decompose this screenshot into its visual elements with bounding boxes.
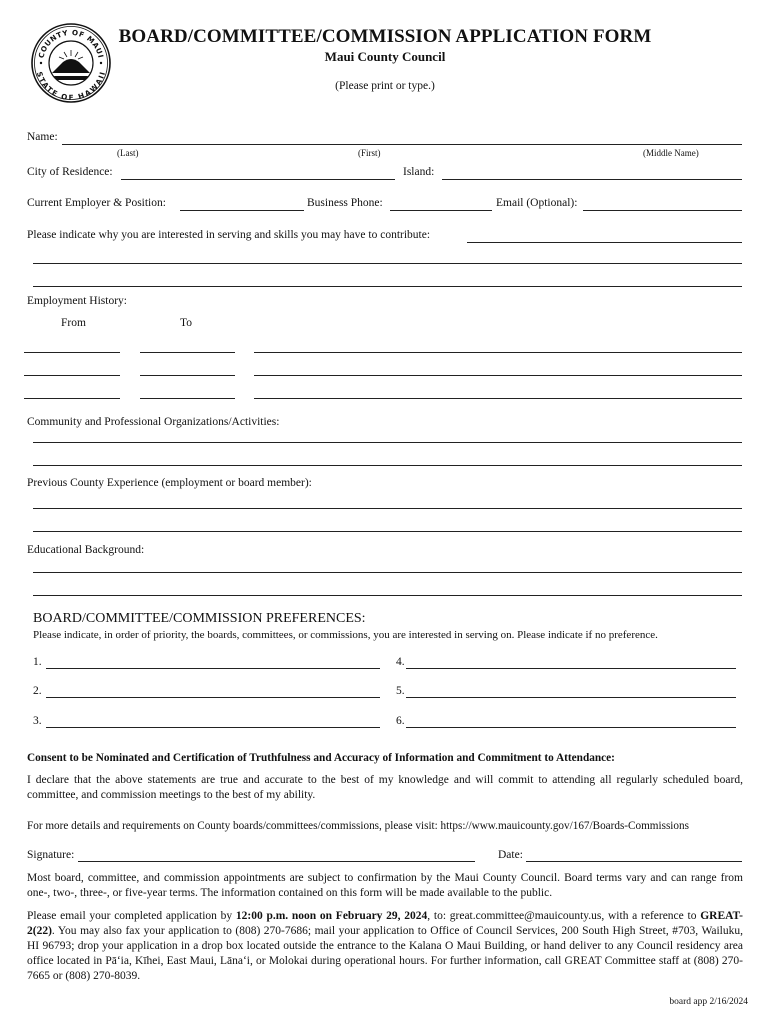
previous-experience-line[interactable] bbox=[33, 531, 742, 532]
name-last-caption: (Last) bbox=[117, 148, 139, 158]
confirmation-text: Most board, committee, and commission appointments are subject to confirmation by the Maui County Council. Board terms vary and can range from one-, two-, three-, or five-year terms. The information contained on this form will be made available to the public. bbox=[27, 872, 743, 899]
island-label: Island: bbox=[403, 166, 435, 178]
community-line[interactable] bbox=[33, 465, 742, 466]
employment-to-field[interactable] bbox=[140, 352, 235, 353]
name-middle-caption: (Middle Name) bbox=[643, 148, 699, 158]
education-label: Educational Background: bbox=[27, 544, 145, 556]
employer-field[interactable] bbox=[180, 210, 304, 211]
print-instruction: (Please print or type.) bbox=[335, 80, 435, 92]
interest-label: Please indicate why you are interested in serving and skills you may have to contribute: bbox=[27, 229, 431, 241]
preferences-instruction: Please indicate, in order of priority, the boards, committees, or commissions, you are interested in serving on. Please indicate if no preference. bbox=[33, 629, 658, 641]
interest-field[interactable] bbox=[467, 242, 742, 243]
education-line[interactable] bbox=[33, 572, 742, 573]
name-first-caption: (First) bbox=[358, 148, 381, 158]
from-label: From bbox=[61, 317, 86, 329]
community-line[interactable] bbox=[33, 442, 742, 443]
employment-label: Employment History: bbox=[27, 295, 127, 307]
employment-detail-field[interactable] bbox=[254, 375, 742, 376]
island-field[interactable] bbox=[442, 179, 742, 180]
preference-3-field[interactable] bbox=[46, 727, 380, 728]
submission-intro: Please email your completed application by bbox=[27, 910, 236, 922]
submission-reference: GREAT-2(22) bbox=[27, 910, 744, 937]
details-text: For more details and requirements on County boards/committees/commissions, please visit: https://www.mauicounty.gov/167/Boards-Commissions bbox=[27, 820, 689, 832]
submission-instructions bbox=[27, 909, 743, 984]
employment-detail-field[interactable] bbox=[254, 398, 742, 399]
city-label: City of Residence: bbox=[27, 166, 113, 178]
date-field[interactable] bbox=[526, 861, 742, 862]
email-label: Email (Optional): bbox=[496, 197, 578, 209]
interest-line[interactable] bbox=[33, 286, 742, 287]
employment-to-field[interactable] bbox=[140, 398, 235, 399]
seal-bottom-text: STATE OF HAWAII bbox=[34, 70, 108, 103]
preference-4-field[interactable] bbox=[406, 668, 736, 669]
preference-number: 5. bbox=[396, 685, 405, 697]
preference-2-field[interactable] bbox=[46, 697, 380, 698]
business-phone-label: Business Phone: bbox=[307, 197, 383, 209]
previous-experience-line[interactable] bbox=[33, 508, 742, 509]
education-line[interactable] bbox=[33, 595, 742, 596]
employment-from-field[interactable] bbox=[24, 352, 120, 353]
preference-5-field[interactable] bbox=[406, 697, 736, 698]
employment-to-field[interactable] bbox=[140, 375, 235, 376]
employment-from-field[interactable] bbox=[24, 398, 120, 399]
email-field[interactable] bbox=[583, 210, 742, 211]
preference-6-field[interactable] bbox=[406, 727, 736, 728]
community-label: Community and Professional Organizations/Activities: bbox=[27, 416, 280, 428]
business-phone-field[interactable] bbox=[390, 210, 492, 211]
employment-detail-field[interactable] bbox=[254, 352, 742, 353]
preference-number: 6. bbox=[396, 715, 405, 727]
preferences-heading: BOARD/COMMITTEE/COMMISSION PREFERENCES: bbox=[33, 611, 366, 626]
signature-field[interactable] bbox=[78, 861, 475, 862]
preference-number: 2. bbox=[33, 685, 42, 697]
seal-top-text: COUNTY OF MAUI bbox=[36, 27, 106, 60]
to-label: To bbox=[180, 317, 192, 329]
interest-line[interactable] bbox=[33, 263, 742, 264]
form-version: board app 2/16/2024 bbox=[669, 997, 748, 1007]
submission-deadline: 12:00 p.m. noon on February 29, 2024 bbox=[235, 910, 428, 922]
city-field[interactable] bbox=[121, 179, 395, 180]
form-subtitle: Maui County Council bbox=[324, 49, 446, 64]
name-field[interactable] bbox=[62, 144, 742, 145]
preference-1-field[interactable] bbox=[46, 668, 380, 669]
preference-number: 3. bbox=[33, 715, 42, 727]
preference-number: 4. bbox=[396, 656, 405, 668]
date-label: Date: bbox=[498, 849, 523, 861]
declaration-text: I declare that the above statements are true and accurate to the best of my knowledge and will commit to attending all regularly scheduled board, committee, and commission meetings to the best of my ability. bbox=[27, 774, 743, 801]
submission-email: , to: great.committee@mauicounty.us, with a reference to bbox=[427, 910, 701, 922]
submission-details: . You may also fax your application to (808) 270-7686; mail your application to Office of Council Services, 200 South High Street, #703, Wailuku, HI 96793; drop your application in a drop box located outside the entrance to the Kalana O Maui Building, or hand deliver to any Council residency area office located in Pāʻia, Kīhei, East Maui, Lānaʻi, or Molokai during operational hours. For further information, call GREAT Committee staff at (808) 270-7665 or (808) 270-8039. bbox=[27, 925, 743, 982]
consent-heading: Consent to be Nominated and Certification of Truthfulness and Accuracy of Information and Commitment to Attendance: bbox=[27, 752, 615, 764]
employment-from-field[interactable] bbox=[24, 375, 120, 376]
signature-label: Signature: bbox=[27, 849, 75, 861]
employer-label: Current Employer & Position: bbox=[27, 197, 166, 209]
preference-number: 1. bbox=[33, 656, 42, 668]
previous-experience-label: Previous County Experience (employment or board member): bbox=[27, 477, 312, 489]
form-title: BOARD/COMMITTEE/COMMISSION APPLICATION FORM bbox=[118, 26, 652, 47]
name-label: Name: bbox=[27, 131, 58, 143]
